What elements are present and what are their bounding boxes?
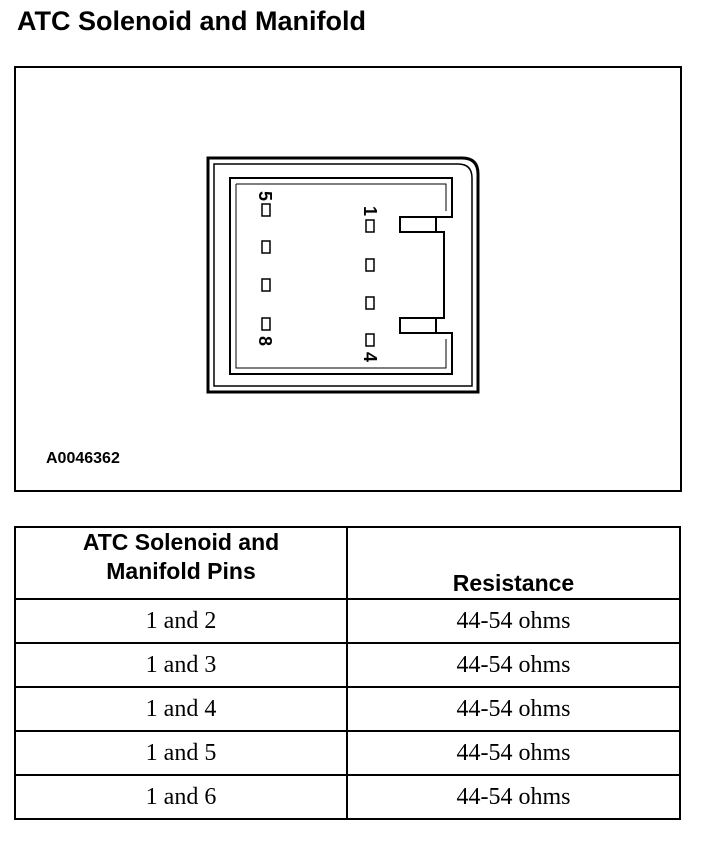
pins-cell: 1 and 2 [15,599,347,643]
pin-2-terminal [366,259,374,271]
pin-8-label: 8 [255,335,275,347]
resistance-cell: 44-54 ohms [347,643,680,687]
resistance-table [14,526,681,820]
table-row [15,643,680,687]
header-pins [15,527,347,599]
connector-housing-inner [214,164,472,386]
pin-6-terminal [262,241,270,253]
latch-tab-top [400,217,436,232]
table-row [15,775,680,819]
resistance-cell: 44-54 ohms [347,599,680,643]
pin-8-terminal [262,318,270,330]
table-row [15,731,680,775]
latch-tab-bottom [400,318,436,333]
figure-id: A0046362 [46,450,120,467]
connector-diagram [16,68,680,490]
connector-figure [14,66,682,492]
table-header-row [15,527,680,599]
resistance-cell: 44-54 ohms [347,687,680,731]
pins-cell: 1 and 5 [15,731,347,775]
header-pins-line2: Manifold Pins [106,558,256,584]
header-pins-line1: ATC Solenoid and [82,529,280,555]
page-title: ATC Solenoid and Manifold [17,6,366,36]
pin-1-terminal [366,220,374,232]
pin-4-label: 4 [360,351,380,363]
table-row [15,599,680,643]
resistance-cell: 44-54 ohms [347,731,680,775]
header-resistance: Resistance [347,527,680,599]
pin-5-terminal [262,204,270,216]
pins-cell: 1 and 6 [15,775,347,819]
pin-4-terminal [366,334,374,346]
pins-cell: 1 and 3 [15,643,347,687]
pins-cell: 1 and 4 [15,687,347,731]
pin-3-terminal [366,297,374,309]
table-row [15,687,680,731]
pin-1-label: 1 [360,205,380,217]
connector-housing-outer [208,158,478,392]
resistance-cell: 44-54 ohms [347,775,680,819]
pin-7-terminal [262,279,270,291]
pin-5-label: 5 [255,190,275,202]
